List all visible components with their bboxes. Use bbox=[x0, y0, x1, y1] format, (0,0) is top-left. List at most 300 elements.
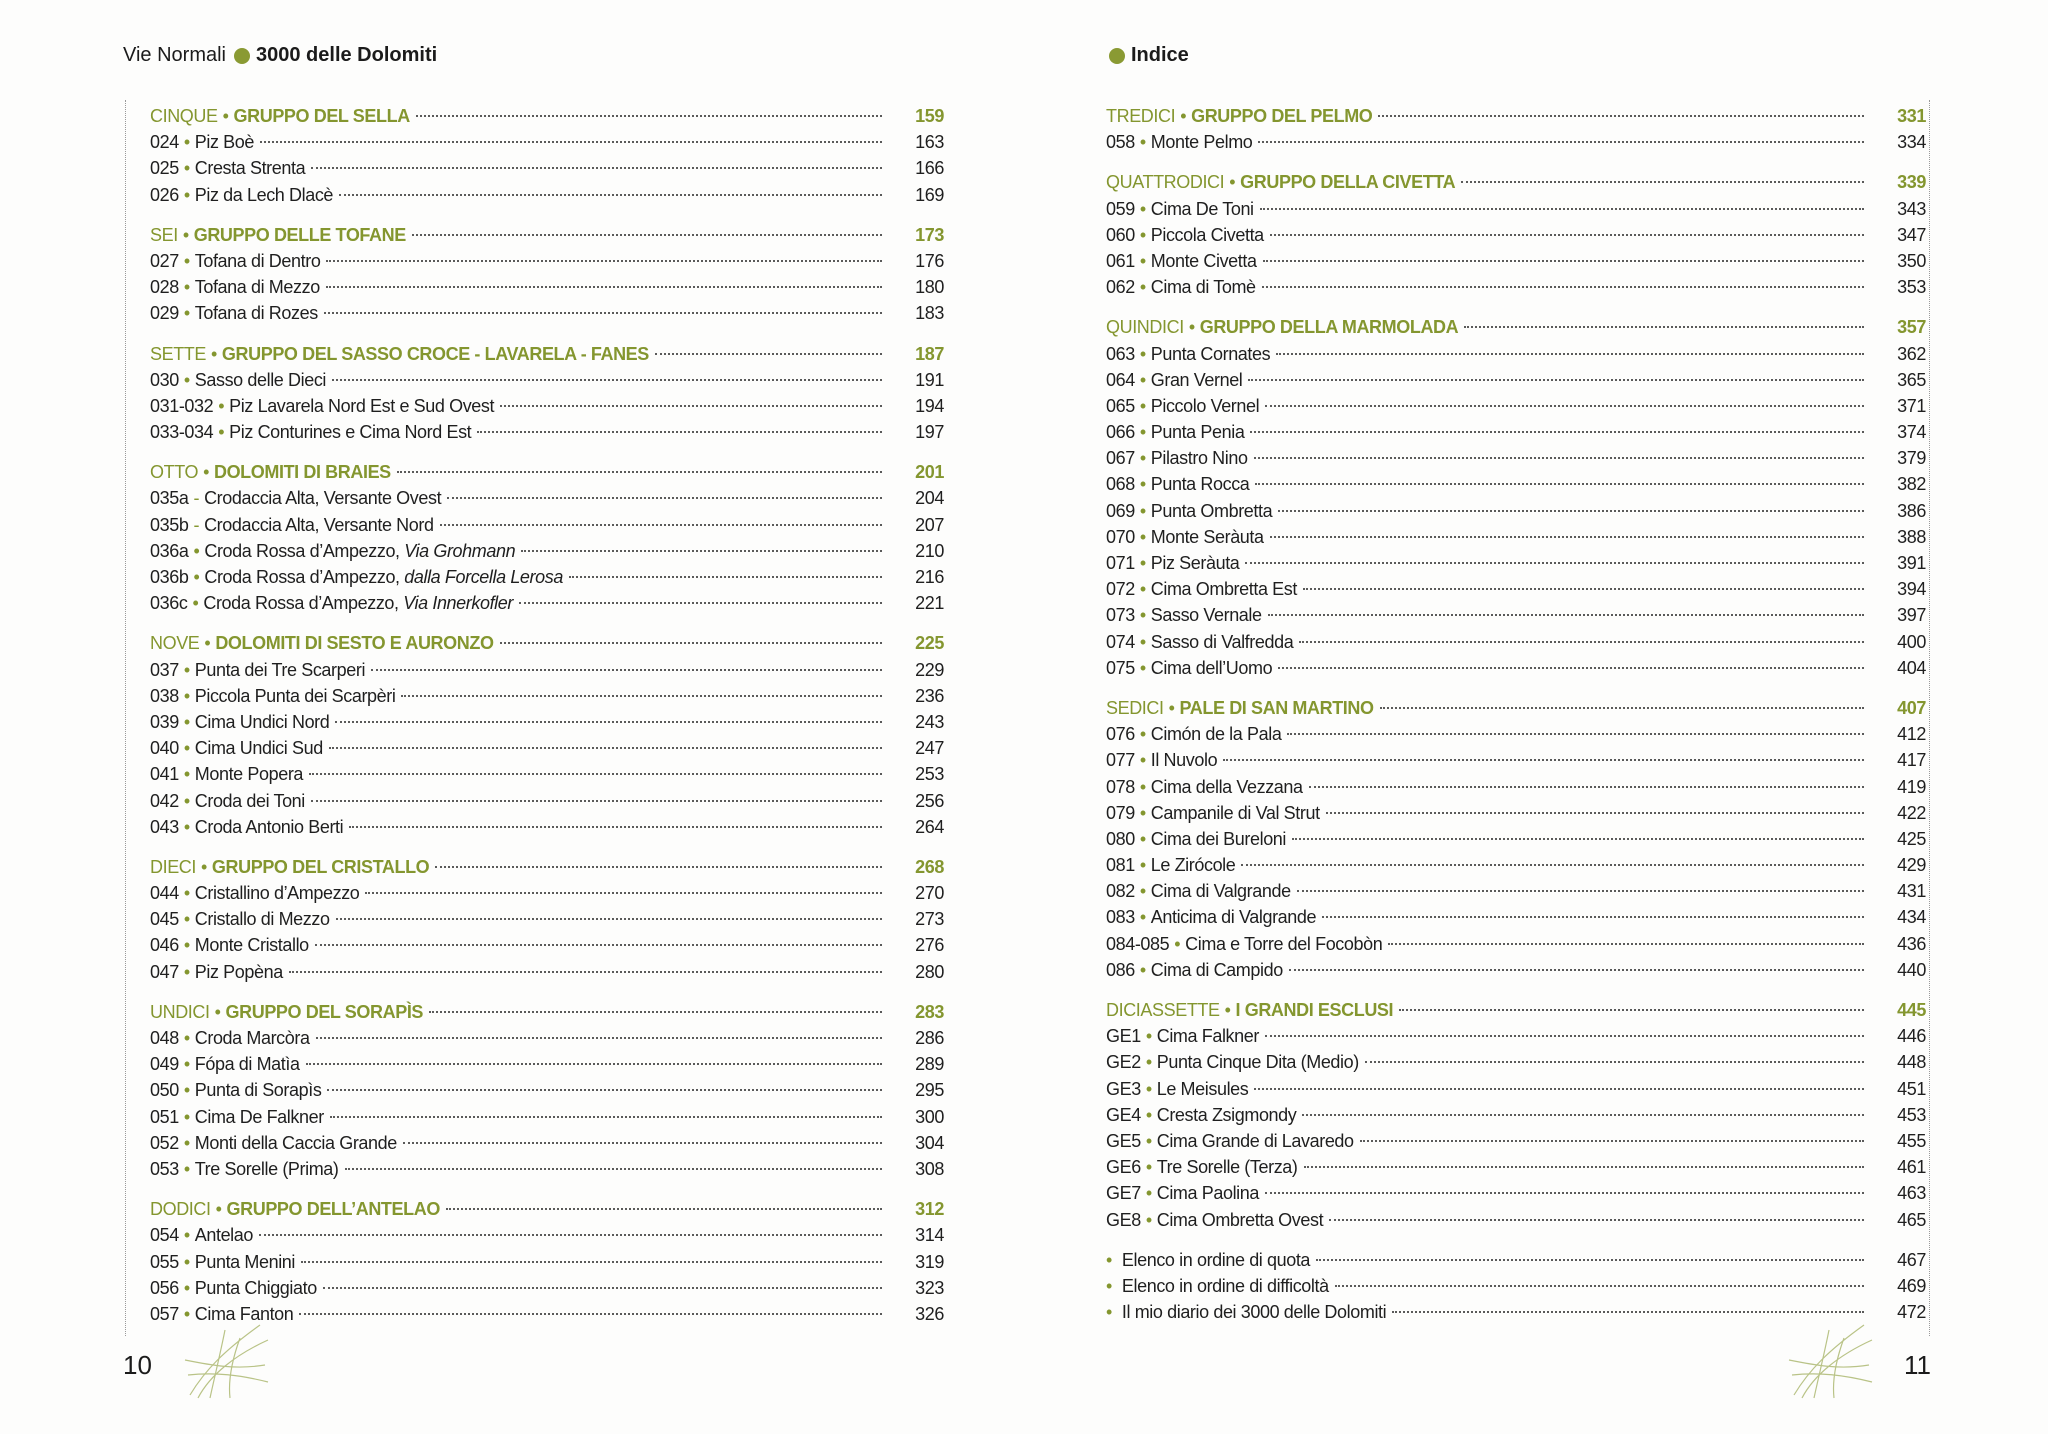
entry-page: 289 bbox=[915, 1054, 944, 1075]
dot-leader bbox=[311, 780, 882, 802]
bullet-icon bbox=[1109, 48, 1125, 64]
entry-code: 035a bbox=[150, 488, 189, 509]
entry-code: 066 bbox=[1106, 422, 1135, 443]
dot-leader bbox=[1292, 818, 1864, 840]
entry-name: Cima Falkner bbox=[1156, 1026, 1259, 1047]
dot-leader bbox=[345, 1148, 882, 1170]
dot-leader bbox=[1316, 1239, 1864, 1261]
section-page: 159 bbox=[915, 106, 944, 126]
entry-label bbox=[1106, 129, 1252, 155]
toc-entry[interactable] bbox=[150, 297, 944, 323]
entry-page: 183 bbox=[915, 303, 944, 324]
dot-leader bbox=[1262, 266, 1864, 288]
entry-separator: • bbox=[1139, 474, 1146, 495]
entry-label bbox=[1106, 1023, 1259, 1049]
entry-separator: • bbox=[1139, 132, 1146, 153]
dot-leader bbox=[1276, 333, 1864, 355]
entry-name: Crodaccia Alta, Versante Ovest bbox=[204, 488, 442, 509]
entry-separator: • bbox=[183, 184, 190, 205]
entry-page: 412 bbox=[1897, 724, 1926, 745]
entry-code: 036a bbox=[150, 540, 189, 561]
entry-separator: • bbox=[1145, 1104, 1152, 1125]
section-page: 268 bbox=[915, 856, 944, 877]
section-number: SEI bbox=[150, 224, 178, 245]
toc-entry[interactable] bbox=[1106, 126, 1926, 152]
entry-separator: • bbox=[1139, 959, 1146, 980]
appendix-entry[interactable] bbox=[1106, 1296, 1926, 1322]
entry-name: Punta Ombretta bbox=[1150, 500, 1273, 521]
entry-name: Cima e Torre del Focobòn bbox=[1185, 933, 1383, 954]
toc-section bbox=[150, 456, 944, 613]
entry-code: 078 bbox=[1106, 776, 1135, 797]
entry-code: 042 bbox=[150, 790, 179, 811]
section-name: PALE DI SAN MARTINO bbox=[1179, 697, 1374, 718]
dot-leader bbox=[1241, 844, 1864, 866]
entry-name: Fópa di Matìa bbox=[194, 1054, 300, 1075]
entry-code: 036b bbox=[150, 567, 189, 587]
entry-name: Punta Chiggiato bbox=[194, 1277, 317, 1298]
entry-name: Cima di Tomè bbox=[1150, 277, 1256, 298]
entry-page: 197 bbox=[915, 422, 944, 443]
toc-section bbox=[150, 996, 944, 1179]
appendix-page: 467 bbox=[1897, 1249, 1926, 1270]
entry-code: GE8 bbox=[1106, 1209, 1141, 1230]
entry-page: 256 bbox=[915, 790, 944, 811]
dot-leader bbox=[1392, 1291, 1864, 1313]
entry-page: 448 bbox=[1897, 1052, 1926, 1073]
entry-separator: • bbox=[1145, 1183, 1152, 1204]
toc-entry[interactable] bbox=[150, 416, 944, 442]
dot-leader bbox=[1278, 647, 1864, 669]
entry-name: Cima dell’Uomo bbox=[1150, 657, 1273, 678]
entry-separator: • bbox=[1145, 1130, 1152, 1151]
section-page: 331 bbox=[1897, 106, 1926, 126]
entry-code: GE7 bbox=[1106, 1183, 1141, 1204]
entry-separator: • bbox=[183, 659, 190, 680]
entry-label bbox=[1106, 341, 1270, 367]
entry-label bbox=[1106, 498, 1272, 524]
right-page bbox=[1024, 0, 2048, 1434]
dot-leader bbox=[1299, 621, 1864, 643]
entry-name: Tofana di Dentro bbox=[194, 250, 321, 271]
entry-label bbox=[150, 788, 305, 814]
toc-section bbox=[1106, 692, 1926, 980]
entry-code: 065 bbox=[1106, 395, 1135, 416]
dot-leader bbox=[1360, 1120, 1864, 1142]
entry-page: 353 bbox=[1897, 277, 1926, 298]
entry-label bbox=[150, 419, 471, 445]
toc-entry[interactable] bbox=[150, 956, 944, 982]
entry-label bbox=[150, 590, 513, 616]
entry-page: 429 bbox=[1897, 855, 1926, 876]
entry-name: Punta Menini bbox=[194, 1251, 296, 1272]
section-name: GRUPPO DEL SORAPÌS bbox=[225, 1001, 424, 1022]
entry-separator: • bbox=[183, 303, 190, 324]
toc-entry[interactable] bbox=[1106, 652, 1926, 678]
dot-leader bbox=[1260, 188, 1864, 210]
appendix-name: • Elenco in ordine di quota bbox=[1106, 1247, 1310, 1273]
entry-code: 075 bbox=[1106, 657, 1135, 678]
margin-rule bbox=[125, 100, 126, 1336]
entry-separator: • bbox=[1139, 369, 1146, 390]
entry-code: 070 bbox=[1106, 526, 1135, 547]
dot-leader bbox=[335, 701, 882, 723]
dot-leader bbox=[1270, 516, 1864, 538]
dot-leader bbox=[301, 1241, 882, 1263]
appendix-page: 472 bbox=[1897, 1302, 1926, 1323]
entry-code: 071 bbox=[1106, 553, 1135, 573]
entry-page: 194 bbox=[915, 395, 944, 416]
entry-page: 374 bbox=[1897, 422, 1926, 443]
dot-leader bbox=[412, 214, 882, 236]
appendix-name: • Elenco in ordine di difficoltà bbox=[1106, 1273, 1329, 1299]
entry-label bbox=[1106, 852, 1235, 878]
dot-leader bbox=[306, 1043, 882, 1065]
section-name: GRUPPO DEL PELMO bbox=[1191, 106, 1373, 126]
dot-leader bbox=[326, 240, 882, 262]
section-number: UNDICI bbox=[150, 1001, 210, 1022]
entry-separator: • bbox=[1139, 448, 1146, 469]
section-name: GRUPPO DELLE TOFANE bbox=[193, 224, 406, 245]
entry-label bbox=[1106, 1207, 1323, 1233]
entry-code: 059 bbox=[1106, 198, 1135, 219]
toc-entry[interactable] bbox=[1106, 1204, 1926, 1230]
entry-separator: • bbox=[1139, 395, 1146, 416]
entry-label bbox=[150, 129, 254, 155]
dot-leader bbox=[1250, 411, 1864, 433]
entry-name: Le Meisules bbox=[1156, 1078, 1249, 1099]
appendix-page: 469 bbox=[1897, 1275, 1926, 1296]
entry-label bbox=[150, 1156, 339, 1182]
dot-leader bbox=[339, 174, 882, 196]
entry-name: Cima De Falkner bbox=[194, 1106, 324, 1127]
entry-label bbox=[1106, 602, 1262, 628]
dot-leader bbox=[1248, 359, 1864, 381]
entry-separator: • bbox=[183, 1303, 190, 1324]
entry-page: 326 bbox=[915, 1303, 944, 1324]
entry-page: 350 bbox=[1897, 250, 1926, 271]
entry-separator: • bbox=[183, 764, 190, 785]
entry-label bbox=[150, 538, 515, 564]
entry-label bbox=[150, 1222, 253, 1248]
entry-name: Croda Rossa d’Ampezzo, bbox=[204, 540, 405, 561]
dot-leader bbox=[1297, 870, 1864, 892]
dot-leader bbox=[349, 806, 882, 828]
dot-leader bbox=[1263, 240, 1864, 262]
bullet-icon bbox=[234, 48, 250, 64]
dot-leader bbox=[330, 1096, 882, 1118]
entry-page: 276 bbox=[915, 935, 944, 956]
separator-bullet: • bbox=[182, 224, 189, 245]
entry-name: Tofana di Mezzo bbox=[194, 277, 320, 298]
toc-section bbox=[1106, 100, 1926, 152]
entry-label bbox=[150, 367, 326, 393]
entry-route: Via Grohmann bbox=[404, 540, 516, 561]
entry-separator: • bbox=[1139, 881, 1146, 902]
entry-label bbox=[150, 1249, 295, 1275]
entry-name: Croda Marcòra bbox=[194, 1028, 310, 1048]
entry-label bbox=[1106, 445, 1248, 471]
entry-separator: • bbox=[193, 540, 200, 561]
grass-ornament-icon bbox=[180, 1320, 270, 1400]
entry-code: 079 bbox=[1106, 802, 1135, 823]
section-number: DODICI bbox=[150, 1199, 211, 1220]
entry-code: 031-032 bbox=[150, 395, 214, 416]
dot-leader bbox=[1464, 306, 1864, 328]
dot-leader bbox=[365, 872, 882, 894]
entry-page: 388 bbox=[1897, 526, 1926, 547]
entry-name: Piccolo Vernel bbox=[1150, 395, 1260, 416]
entry-page: 308 bbox=[915, 1158, 944, 1179]
entry-code: 074 bbox=[1106, 631, 1135, 652]
separator-bullet: • bbox=[211, 343, 217, 364]
entry-page: 382 bbox=[1897, 474, 1926, 495]
entry-page: 453 bbox=[1897, 1104, 1926, 1125]
entry-page: 446 bbox=[1897, 1026, 1926, 1047]
dot-leader bbox=[1399, 989, 1864, 1011]
section-number: SEDICI bbox=[1106, 697, 1164, 718]
entry-code: 084-085 bbox=[1106, 933, 1170, 954]
entry-page: 365 bbox=[1897, 369, 1926, 390]
entry-separator: • bbox=[1145, 1026, 1152, 1047]
entry-page: 286 bbox=[915, 1028, 944, 1048]
entry-page: 273 bbox=[915, 909, 944, 930]
entry-separator: • bbox=[1139, 724, 1146, 745]
book-title: 3000 delle Dolomiti bbox=[256, 44, 438, 66]
entry-separator: • bbox=[1139, 855, 1146, 876]
dot-leader bbox=[299, 1293, 882, 1315]
entry-separator: • bbox=[1139, 657, 1146, 678]
entry-label bbox=[1106, 1180, 1259, 1206]
entry-name: Piz Boè bbox=[194, 132, 254, 153]
entry-name: Cima Undici Sud bbox=[194, 738, 323, 759]
entry-page: 397 bbox=[1897, 605, 1926, 626]
toc-section bbox=[1106, 994, 1926, 1230]
entry-page: 394 bbox=[1897, 579, 1926, 600]
entry-label bbox=[1106, 747, 1217, 773]
entry-page: 379 bbox=[1897, 448, 1926, 469]
entry-route: Via Innerkofler bbox=[403, 593, 513, 614]
dot-leader bbox=[569, 556, 882, 578]
entry-separator: • bbox=[218, 395, 225, 416]
section-name: DOLOMITI DI BRAIES bbox=[213, 462, 391, 483]
entry-page: 216 bbox=[915, 567, 944, 587]
section-page: 173 bbox=[915, 224, 944, 245]
entry-page: 176 bbox=[915, 250, 944, 271]
entry-page: 400 bbox=[1897, 631, 1926, 652]
entry-name: Il Nuvolo bbox=[1150, 750, 1218, 771]
entry-separator: • bbox=[1139, 500, 1146, 521]
entry-code: GE1 bbox=[1106, 1026, 1141, 1047]
entry-code: 048 bbox=[150, 1028, 179, 1048]
entry-separator: • bbox=[1139, 605, 1146, 626]
entry-code: GE4 bbox=[1106, 1104, 1141, 1125]
entry-page: 264 bbox=[915, 816, 944, 837]
dot-leader bbox=[1302, 1094, 1864, 1116]
entry-page: 455 bbox=[1897, 1130, 1926, 1151]
separator-bullet: • bbox=[1229, 172, 1236, 193]
entry-label bbox=[150, 1104, 324, 1130]
entry-code: GE5 bbox=[1106, 1130, 1141, 1151]
entry-label bbox=[1106, 274, 1256, 300]
entry-code: 069 bbox=[1106, 500, 1135, 521]
entry-page: 221 bbox=[915, 593, 944, 614]
entry-label bbox=[150, 393, 494, 419]
entry-name: Le Zirócole bbox=[1150, 855, 1236, 876]
dot-leader bbox=[447, 477, 882, 499]
entry-name: Tre Sorelle (Prima) bbox=[194, 1158, 339, 1179]
entry-code: 076 bbox=[1106, 724, 1135, 745]
entry-code: 047 bbox=[150, 961, 179, 982]
entry-separator: • bbox=[1139, 631, 1146, 652]
entry-page: 207 bbox=[915, 514, 944, 535]
entry-code: 061 bbox=[1106, 250, 1135, 271]
dot-leader bbox=[1255, 463, 1864, 485]
section-number: CINQUE bbox=[150, 106, 218, 126]
toc-section bbox=[150, 627, 944, 837]
section-page: 357 bbox=[1897, 317, 1926, 338]
entry-separator: • bbox=[1139, 579, 1146, 600]
entry-code: 068 bbox=[1106, 474, 1135, 495]
entry-page: 253 bbox=[915, 764, 944, 785]
entry-name: Cima Ombretta Ovest bbox=[1156, 1209, 1324, 1230]
entry-page: 334 bbox=[1897, 132, 1926, 153]
toc-entry[interactable] bbox=[150, 1153, 944, 1179]
entry-code: 057 bbox=[150, 1303, 179, 1324]
entry-name: Punta dei Tre Scarperi bbox=[194, 659, 366, 680]
entry-code: 060 bbox=[1106, 224, 1135, 245]
entry-separator: • bbox=[193, 567, 200, 587]
dot-leader bbox=[259, 1214, 882, 1236]
entry-label bbox=[1106, 1102, 1296, 1128]
entry-separator: • bbox=[183, 1080, 190, 1101]
dot-leader bbox=[316, 1017, 882, 1039]
entry-code: GE3 bbox=[1106, 1078, 1141, 1099]
entry-page: 210 bbox=[915, 540, 944, 561]
entry-separator: • bbox=[183, 738, 190, 759]
separator-bullet: • bbox=[214, 1001, 221, 1022]
entry-separator: • bbox=[1139, 343, 1146, 364]
entry-page: 323 bbox=[915, 1277, 944, 1298]
entry-label bbox=[150, 932, 309, 958]
entry-label bbox=[150, 248, 320, 274]
section-number: SETTE bbox=[150, 343, 207, 364]
dot-leader bbox=[401, 675, 882, 697]
section-page: 407 bbox=[1897, 697, 1926, 718]
dot-leader bbox=[309, 753, 882, 775]
entry-page: 295 bbox=[915, 1080, 944, 1101]
entry-name: Gran Vernel bbox=[1150, 369, 1243, 390]
margin-rule bbox=[1929, 100, 1930, 1336]
dot-leader bbox=[1365, 1041, 1864, 1063]
entry-page: 440 bbox=[1897, 959, 1926, 980]
entry-name: Cima dei Bureloni bbox=[1150, 828, 1287, 849]
entry-page: 362 bbox=[1897, 343, 1926, 364]
entry-label bbox=[150, 1077, 321, 1103]
toc-entry[interactable] bbox=[150, 179, 944, 205]
entry-label bbox=[150, 814, 343, 840]
entry-code: 064 bbox=[1106, 369, 1135, 390]
dot-leader bbox=[1258, 121, 1864, 143]
dot-leader bbox=[1326, 792, 1864, 814]
toc-entry[interactable] bbox=[150, 587, 944, 613]
entry-name: Piccola Punta dei Scarpèri bbox=[194, 685, 396, 706]
entry-name: Sasso delle Dieci bbox=[194, 369, 327, 390]
entry-code: 027 bbox=[150, 250, 179, 271]
dot-leader bbox=[326, 266, 882, 288]
entry-code: 026 bbox=[150, 184, 179, 205]
toc-section bbox=[150, 1193, 944, 1324]
entry-name: Sasso di Valfredda bbox=[1150, 631, 1294, 652]
entry-code: 083 bbox=[1106, 907, 1135, 928]
entry-separator: • bbox=[183, 158, 190, 179]
dot-leader bbox=[260, 121, 882, 143]
page-number: 10 bbox=[123, 1350, 152, 1380]
entry-label bbox=[1106, 393, 1259, 419]
entry-code: 063 bbox=[1106, 343, 1135, 364]
entry-page: 386 bbox=[1897, 500, 1926, 521]
entry-label bbox=[1106, 222, 1264, 248]
grass-ornament-icon bbox=[1784, 1320, 1874, 1400]
section-page: 201 bbox=[915, 462, 944, 483]
dot-leader bbox=[1223, 739, 1864, 761]
dot-leader bbox=[315, 924, 882, 946]
entry-label bbox=[1106, 1076, 1248, 1102]
entry-label bbox=[1106, 367, 1242, 393]
dot-leader bbox=[332, 359, 882, 381]
entry-separator: • bbox=[183, 1225, 190, 1246]
entry-label bbox=[150, 300, 318, 326]
entry-separator: • bbox=[1139, 776, 1146, 797]
entry-code: 050 bbox=[150, 1080, 179, 1101]
entry-label bbox=[1106, 471, 1249, 497]
entry-name: Cima della Vezzana bbox=[1150, 776, 1303, 797]
entry-separator: • bbox=[183, 132, 190, 153]
entry-name: Cresta Strenta bbox=[194, 158, 306, 179]
entry-separator: • bbox=[183, 1132, 190, 1153]
toc-entry[interactable] bbox=[1106, 271, 1926, 297]
dot-leader bbox=[1270, 214, 1864, 236]
toc-section bbox=[150, 338, 944, 443]
entry-separator: • bbox=[183, 277, 190, 298]
dot-leader bbox=[371, 649, 882, 671]
entry-separator: • bbox=[1139, 422, 1146, 443]
entry-label bbox=[1106, 904, 1316, 930]
dot-leader bbox=[1461, 161, 1864, 183]
entry-separator: • bbox=[192, 593, 199, 614]
dot-leader bbox=[519, 582, 882, 604]
entry-separator: - bbox=[193, 514, 200, 535]
dot-leader bbox=[311, 147, 882, 169]
entry-name: Punta Penia bbox=[1150, 422, 1245, 443]
entry-label bbox=[150, 959, 283, 985]
entry-label bbox=[150, 657, 365, 683]
entry-code: 029 bbox=[150, 303, 179, 324]
entry-code: 039 bbox=[150, 711, 179, 732]
entry-name: Piz Lavarela Nord Est e Sud Ovest bbox=[229, 395, 495, 416]
dot-leader bbox=[1265, 385, 1864, 407]
dot-leader bbox=[655, 333, 882, 355]
toc-entry[interactable] bbox=[1106, 954, 1926, 980]
toc-entry[interactable] bbox=[150, 811, 944, 837]
entry-code: 038 bbox=[150, 685, 179, 706]
entry-separator: • bbox=[1139, 526, 1146, 547]
entry-code: 049 bbox=[150, 1054, 179, 1075]
dot-leader bbox=[1254, 1068, 1864, 1090]
entry-name: Cima De Toni bbox=[1150, 198, 1254, 219]
separator-bullet: • bbox=[204, 633, 211, 654]
dot-leader bbox=[1265, 1172, 1864, 1194]
